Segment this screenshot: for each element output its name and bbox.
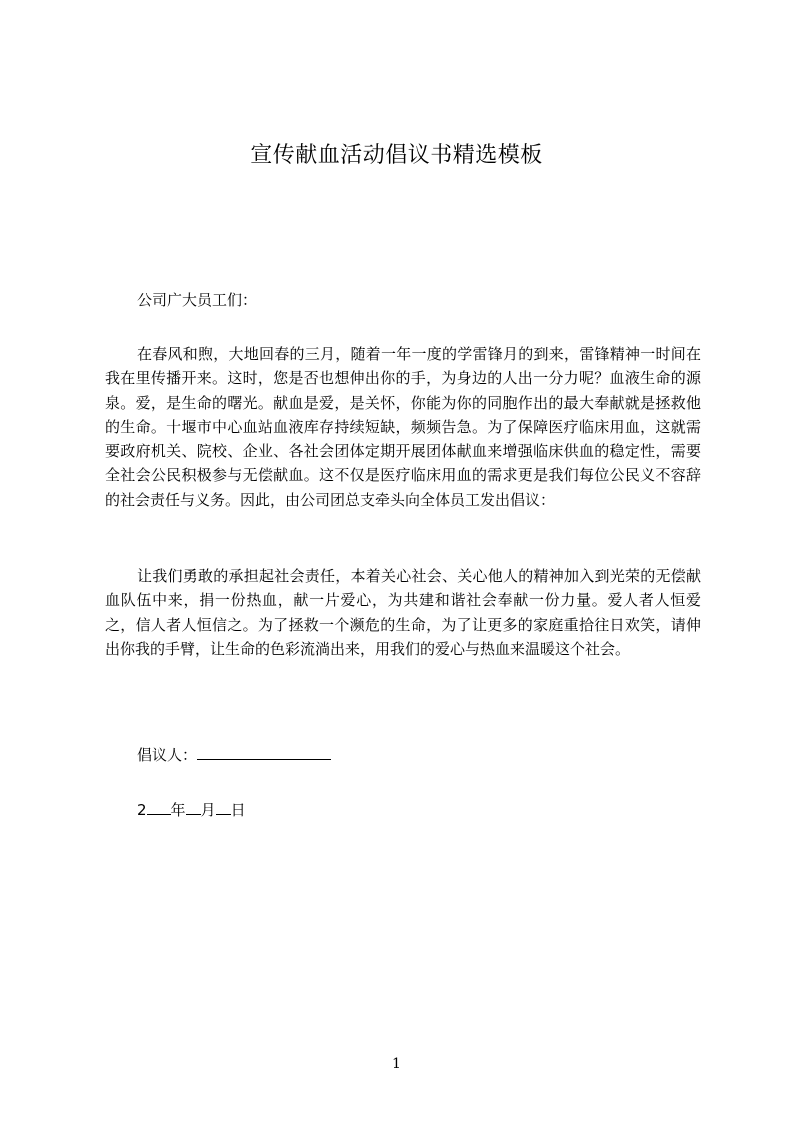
month-blank	[186, 799, 201, 815]
signature-label: 倡议人：	[137, 746, 198, 764]
date-line	[137, 799, 246, 821]
year-blank	[147, 799, 171, 815]
day-label: 日	[230, 801, 246, 819]
month-label: 月	[200, 801, 216, 819]
page-number: 1	[392, 1056, 401, 1072]
salutation: 公司广大员工们：	[137, 291, 258, 309]
signature-line	[137, 744, 331, 766]
signature-blank	[197, 744, 331, 760]
document-title: 宣传献血活动倡议书精选模板	[250, 143, 543, 168]
body-paragraph-2: 让我们勇敢的承担起社会责任，本着关心社会、关心他人的精神加入到光荣的无偿献血队伍中来，捐一份热血，献一片爱心，为共建和谐社会奉献一份力量。爱人者人恒爱之，信人者人恒信之。为了拯救一个濒危的生命，为了让更多的家庭重拾往日欢笑，请伸出你我的手臂，让生命的色彩流淌出来，用我们的爱心与热血来温暖这个社会。	[105, 567, 701, 658]
body-paragraph-1: 在春风和煦，大地回春的三月，随着一年一度的学雷锋月的到来，雷锋精神一时间在我在里传播开来。这时，您是否也想伸出你的手，为身边的人出一分力呢？血液生命的源泉。爱，是生命的曙光。献血是爱，是关怀，你能为你的同胞作出的最大奉献就是拯救他的生命。十堰市中心血站血液库存持续短缺，频频告急。为了保障医疗临床用血，这就需要政府机关、院校、企业、各社会团体定期开展团体献血来增强临床供血的稳定性，需要全社会公民积极参与无偿献血。这不仅是医疗临床用血的需求更是我们每位公民义不容辞的社会责任与义务。因此，由公司团总支牵头向全体员工发出倡议：	[105, 345, 701, 509]
date-prefix: 2	[137, 801, 147, 819]
year-label: 年	[170, 801, 186, 819]
day-blank	[216, 799, 231, 815]
